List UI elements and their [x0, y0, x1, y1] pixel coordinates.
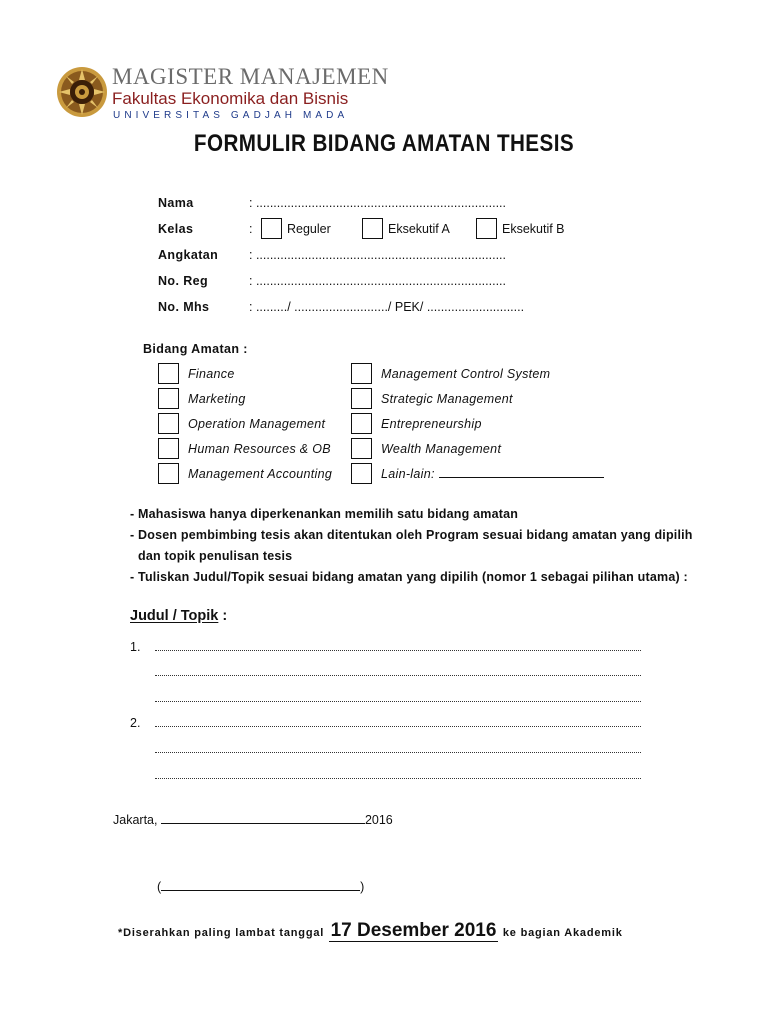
lain-lain-checkbox[interactable]	[351, 463, 372, 484]
city-label: Jakarta,	[113, 813, 158, 827]
lain-lain-field[interactable]	[439, 467, 604, 478]
marketing-label: Marketing	[188, 392, 246, 406]
signature-open: (	[157, 880, 162, 894]
eksekutif-b-checkbox[interactable]	[476, 218, 497, 239]
note-write-topic: - Tuliskan Judul/Topik sesuai bidang amatan yang dipilih (nomor 1 sebagai pilihan utama) :	[130, 570, 688, 584]
lain-lain-label: Lain-lain:	[381, 467, 435, 481]
date-field[interactable]	[161, 823, 365, 824]
nama-field[interactable]: : ........................................................................	[249, 196, 506, 210]
place-date-line	[113, 813, 393, 827]
note-supervisor: - Dosen pembimbing tesis akan ditentukan oleh Program sesuai bidang amatan yang dipilih	[130, 528, 693, 542]
no-mhs-label: No. Mhs	[158, 300, 210, 314]
topic-2-line-2[interactable]	[155, 752, 641, 753]
angkatan-field[interactable]: : ........................................................................	[249, 248, 506, 262]
topic-2-line-3[interactable]	[155, 778, 641, 779]
entrepreneurship-checkbox[interactable]	[351, 413, 372, 434]
management-accounting-label: Management Accounting	[188, 467, 333, 481]
eksekutif-a-checkbox[interactable]	[362, 218, 383, 239]
operation-management-checkbox[interactable]	[158, 413, 179, 434]
strategic-management-label: Strategic Management	[381, 392, 513, 406]
human-resources-checkbox[interactable]	[158, 438, 179, 459]
reguler-label: Reguler	[287, 222, 331, 236]
signature-name-field[interactable]	[161, 890, 360, 891]
university-seal-icon	[56, 66, 108, 118]
note-supervisor-cont: dan topik penulisan tesis	[138, 549, 293, 563]
topic-1-line-2[interactable]	[155, 675, 641, 676]
human-resources-label: Human Resources & OB	[188, 442, 331, 456]
topic-heading-colon: :	[222, 608, 228, 624]
signature-line	[157, 880, 364, 894]
faculty-name: Fakultas Ekonomika dan Bisnis	[112, 89, 349, 108]
management-accounting-checkbox[interactable]	[158, 463, 179, 484]
wealth-management-checkbox[interactable]	[351, 438, 372, 459]
topic-1-line-1[interactable]	[155, 650, 641, 651]
deadline-prefix: *Diserahkan paling lambat tanggal	[118, 927, 325, 939]
no-mhs-field[interactable]: : ........./ .........................../ PEK/ ............................	[249, 300, 525, 314]
marketing-checkbox[interactable]	[158, 388, 179, 409]
kelas-colon: :	[249, 222, 253, 236]
deadline-suffix: ke bagian Akademik	[502, 927, 623, 939]
topic-number-2: 2.	[130, 716, 141, 730]
topic-heading-text: Judul / Topik	[130, 608, 219, 624]
no-reg-label: No. Reg	[158, 274, 209, 288]
nama-label: Nama	[158, 196, 194, 210]
topic-number-1: 1.	[130, 640, 141, 654]
finance-label: Finance	[188, 367, 235, 381]
signature-close: )	[360, 880, 365, 894]
angkatan-label: Angkatan	[158, 248, 219, 262]
no-reg-field[interactable]: : ........................................................................	[249, 274, 506, 288]
finance-checkbox[interactable]	[158, 363, 179, 384]
topic-heading	[130, 608, 227, 624]
operation-management-label: Operation Management	[188, 417, 326, 431]
form-title: FORMULIR BIDANG AMATAN THESIS	[193, 130, 575, 157]
reguler-checkbox[interactable]	[261, 218, 282, 239]
management-control-system-label: Management Control System	[381, 367, 551, 381]
topic-1-line-3[interactable]	[155, 701, 641, 702]
management-control-system-checkbox[interactable]	[351, 363, 372, 384]
year-label: 2016	[364, 813, 393, 827]
eksekutif-a-label: Eksekutif A	[388, 222, 450, 236]
topic-2-line-1[interactable]	[155, 726, 641, 727]
program-name: MAGISTER MANAJEMEN	[112, 64, 389, 89]
eksekutif-b-label: Eksekutif B	[502, 222, 565, 236]
wealth-management-label: Wealth Management	[381, 442, 502, 456]
deadline-date: 17 Desember 2016	[330, 920, 497, 941]
bidang-amatan-label: Bidang Amatan :	[143, 342, 248, 356]
kelas-label: Kelas	[158, 222, 194, 236]
strategic-management-checkbox[interactable]	[351, 388, 372, 409]
lain-lain-row	[381, 467, 604, 481]
deadline-note	[118, 921, 623, 942]
note-one-choice: - Mahasiswa hanya diperkenankan memilih satu bidang amatan	[130, 507, 519, 521]
university-name: UNIVERSITAS GADJAH MADA	[113, 110, 349, 121]
entrepreneurship-label: Entrepreneurship	[381, 417, 482, 431]
